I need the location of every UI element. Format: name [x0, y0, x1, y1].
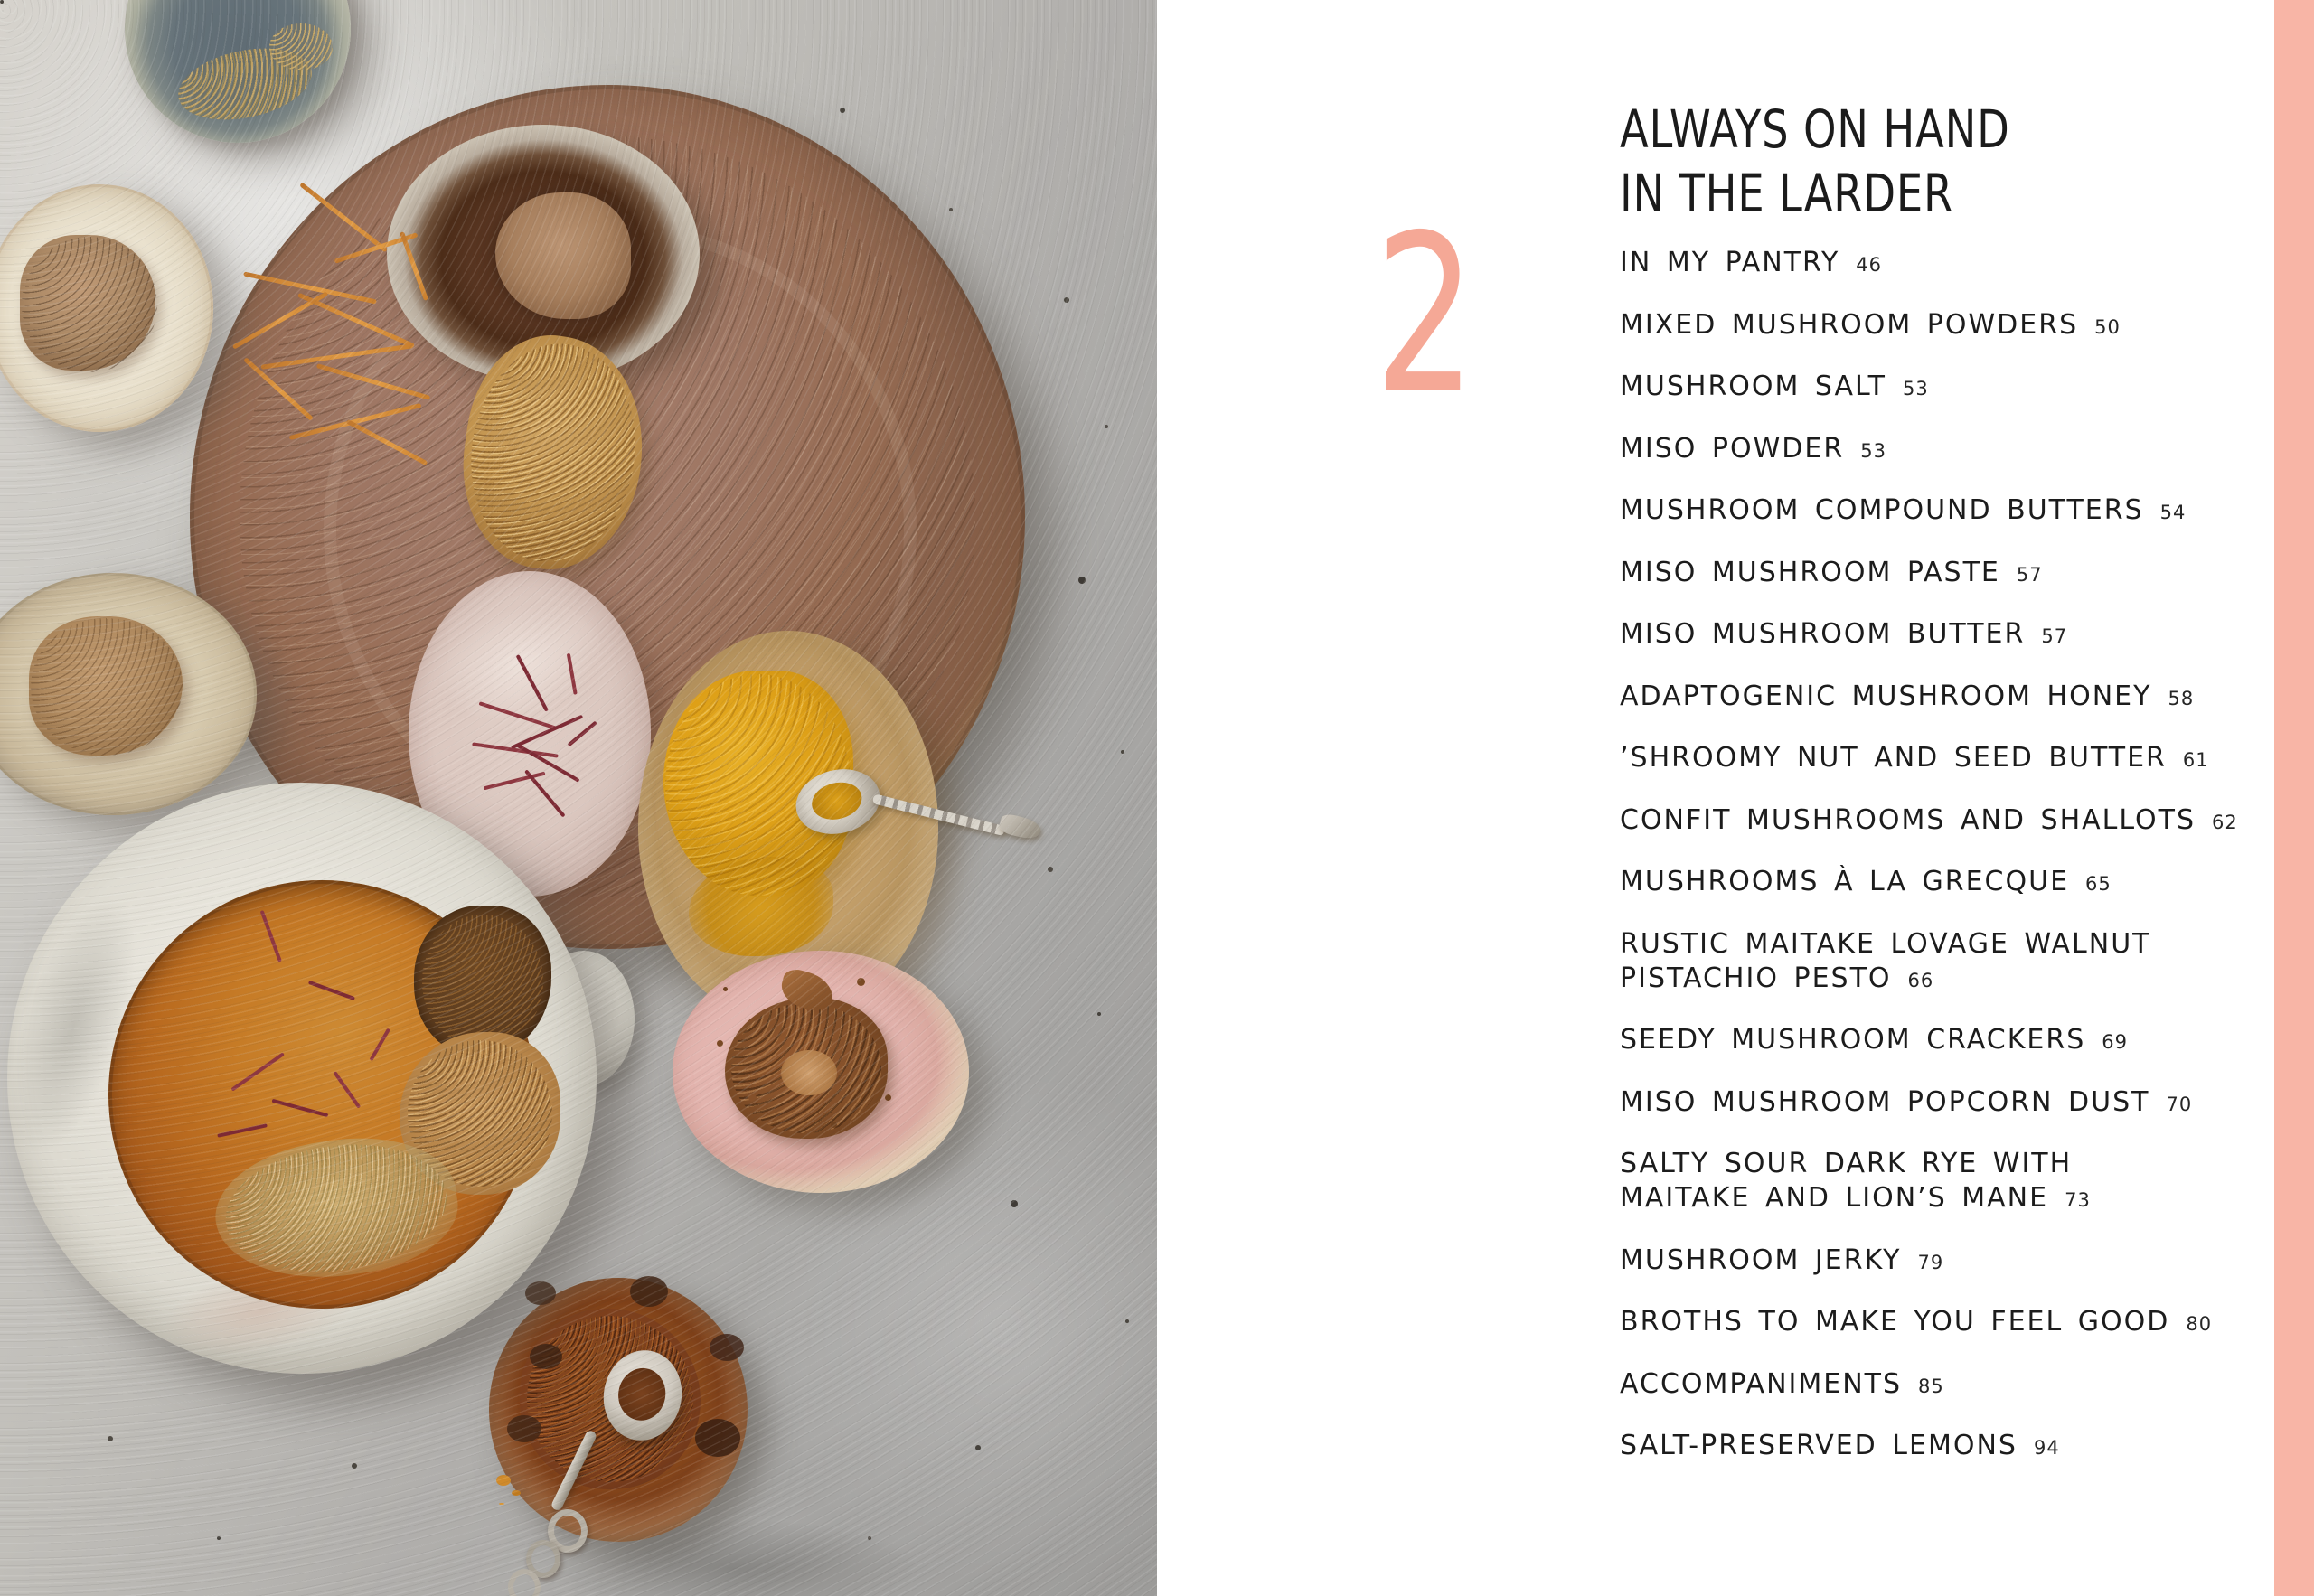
- page-number: 73: [2065, 1189, 2091, 1211]
- page-number: 54: [2159, 502, 2187, 523]
- page-number: 46: [1856, 254, 1883, 276]
- toc-item: MUSHROOM JERKY 79: [1620, 1244, 1944, 1276]
- toc-item-two-line: SALTY SOUR DARK RYE WITH MAITAKE AND LION’S MANE 73: [1620, 1148, 2091, 1214]
- page-number: 62: [2212, 811, 2238, 833]
- page-number: 57: [2041, 625, 2068, 647]
- page-number: 79: [1917, 1251, 1944, 1273]
- toc-item: ACCOMPANIMENTS 85: [1620, 1367, 1944, 1400]
- toc-item: CONFIT MUSHROOMS AND SHALLOTS 62: [1620, 803, 2238, 836]
- page-number: 61: [2182, 749, 2209, 771]
- toc-item: MISO MUSHROOM POPCORN DUST 70: [1620, 1085, 2193, 1118]
- toc-item: MISO POWDER 53: [1620, 432, 1886, 465]
- toc-item: ’SHROOMY NUT AND SEED BUTTER 61: [1620, 742, 2209, 774]
- page-number: 53: [1902, 378, 1929, 399]
- page-number: 80: [2186, 1313, 2213, 1335]
- page-number: 85: [1918, 1375, 1944, 1397]
- chapter-title: [1620, 98, 2010, 226]
- accent-sidebar: [2274, 0, 2314, 1596]
- page-number: 57: [2016, 563, 2043, 586]
- toc-item: IN MY PANTRY 46: [1620, 247, 1883, 278]
- toc-item: MUSHROOMS À LA GRECQUE 65: [1620, 866, 2112, 897]
- page-number: 53: [1860, 439, 1886, 462]
- toc-item: MISO MUSHROOM PASTE 57: [1620, 556, 2043, 588]
- toc-item: ADAPTOGENIC MUSHROOM HONEY 58: [1620, 680, 2195, 712]
- chapter-title-line2: IN THE LARDER: [1620, 163, 1954, 224]
- toc-item: MISO MUSHROOM BUTTER 57: [1620, 618, 2068, 650]
- toc-item: MUSHROOM COMPOUND BUTTERS 54: [1620, 494, 2187, 526]
- toc-item: MIXED MUSHROOM POWDERS 50: [1620, 308, 2121, 341]
- page-number: 65: [2085, 873, 2112, 895]
- page-number: 69: [2102, 1031, 2128, 1053]
- toc-item: SEEDY MUSHROOM CRACKERS 69: [1620, 1024, 2128, 1056]
- page-number: 58: [2168, 687, 2195, 709]
- toc-item-two-line: RUSTIC MAITAKE LOVAGE WALNUT PISTACHIO PESTO 66: [1620, 927, 2151, 994]
- page-number: 66: [1907, 969, 1934, 991]
- page-number: 94: [2033, 1437, 2060, 1459]
- chapter-number: 2: [1374, 188, 1477, 441]
- page-number: 50: [2094, 315, 2121, 338]
- toc-item: SALT-PRESERVED LEMONS 94: [1620, 1430, 2060, 1461]
- toc-item: MUSHROOM SALT 53: [1620, 371, 1929, 402]
- toc-item: BROTHS TO MAKE YOU FEEL GOOD 80: [1620, 1306, 2213, 1338]
- chapter-title-line1: ALWAYS ON HAND: [1620, 99, 2010, 160]
- page-number: 70: [2166, 1093, 2193, 1115]
- table-of-contents: [1620, 246, 2253, 1491]
